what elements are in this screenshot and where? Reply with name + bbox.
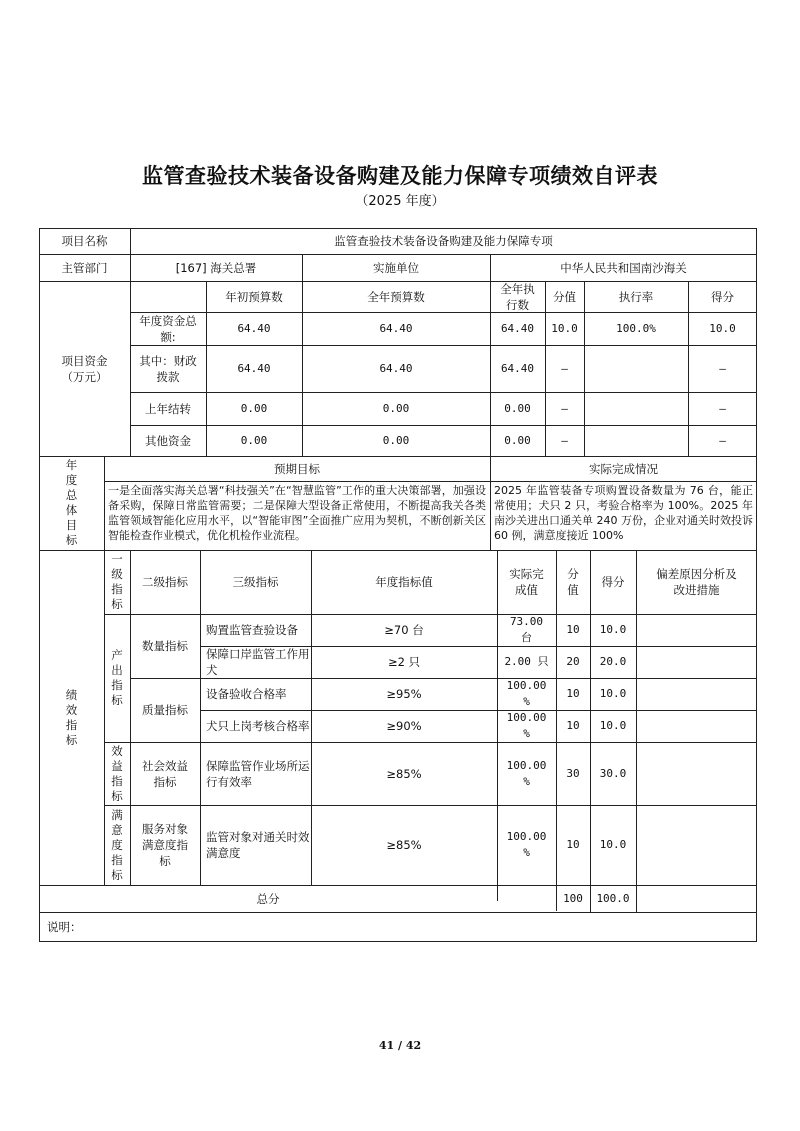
project-name-value: 监管查验技术装备设备购建及能力保障专项	[334, 234, 553, 248]
total-points: 100	[563, 891, 583, 905]
indicator-points: 10	[566, 838, 580, 851]
indicator-name: 犬只上岗考核合格率	[206, 719, 310, 733]
perf-header-analysis: 偏差原因分析及改进措施	[656, 567, 737, 597]
page-subtitle: （2025 年度）	[355, 194, 445, 209]
page-title: 监管查验技术装备设备购建及能力保障专项绩效自评表	[142, 164, 658, 188]
funds-cell-annual: 0.00	[382, 401, 410, 415]
funds-cell-points: —	[561, 433, 568, 447]
perf-header-level3: 三级指标	[232, 575, 279, 589]
perf-header-actual: 实际完成值	[509, 567, 544, 597]
indicator-name: 设备验收合格率	[206, 687, 287, 701]
indicator-target: ≥85%	[386, 838, 422, 852]
indicator-points: 10	[566, 719, 580, 732]
indicator-name: 监管对象对通关时效满意度	[206, 830, 310, 860]
level2-quality: 质量指标	[142, 703, 188, 717]
funds-cell-rate	[584, 425, 688, 456]
funds-cell-initial: 64.40	[237, 361, 271, 375]
funds-cell-executed: 0.00	[504, 433, 531, 447]
funds-header-annual: 全年预算数	[367, 289, 425, 304]
indicator-points: 10	[566, 623, 580, 636]
funds-cell-initial: 0.00	[240, 401, 268, 415]
indicator-target: ≥2 只	[387, 655, 421, 669]
indicator-actual: 100.00 %	[506, 711, 547, 740]
funds-cell-score: —	[719, 401, 726, 415]
indicator-score: 10.0	[599, 719, 627, 732]
unit-label: 实施单位	[373, 260, 419, 275]
indicator-target: ≥95%	[386, 687, 422, 701]
funds-cell-annual: 64.40	[379, 361, 413, 375]
funds-cell-executed: 0.00	[504, 401, 531, 415]
funds-row-label: 其他资金	[145, 433, 191, 448]
funds-cell-initial: 0.00	[240, 433, 268, 447]
funds-header-points: 分值	[553, 289, 576, 304]
funds-cell-points: —	[561, 401, 568, 415]
level2-service-satisfaction: 服务对象满意度指标	[142, 822, 188, 868]
actual-result-header: 实际完成情况	[589, 461, 658, 476]
funds-header-initial: 年初预算数	[225, 289, 283, 304]
funds-cell-annual: 0.00	[382, 433, 410, 447]
indicator-score: 10.0	[599, 623, 627, 636]
funds-cell-rate: 100.0%	[616, 321, 656, 335]
funds-row-label: 其中：财政拨款	[139, 353, 197, 384]
expected-goal-header: 预期目标	[274, 461, 320, 476]
page-number: 41 / 42	[378, 1039, 422, 1052]
dept-value: [167] 海关总署	[175, 260, 257, 275]
indicator-actual: 100.00 %	[506, 830, 547, 859]
indicator-score: 30.0	[599, 766, 627, 780]
indicator-name: 保障口岸监管工作用犬	[206, 647, 310, 677]
project-name-label: 项目名称	[61, 234, 108, 248]
funds-cell-executed: 64.40	[500, 361, 535, 375]
total-score: 100.0	[596, 891, 630, 905]
funds-row-label: 年度资金总额:	[139, 313, 197, 344]
funds-row-label: 上年结转	[145, 401, 191, 416]
funds-cell-initial: 64.40	[237, 321, 271, 335]
indicator-score: 10.0	[599, 687, 627, 700]
indicator-actual: 73.00 台	[509, 615, 544, 644]
note-label: 说明：	[47, 920, 82, 934]
goals-label: 年度总体目标	[65, 458, 78, 547]
dept-label: 主管部门	[61, 260, 108, 275]
indicator-actual: 100.00 %	[506, 758, 547, 788]
indicator-score: 10.0	[599, 838, 627, 851]
indicator-score: 20.0	[599, 655, 627, 668]
expected-goal-text: 一是全面落实海关总署“科技强关”在“智慧监管”工作的重大决策部署，加强设备采购，保障日常监管需要；二是保障大型设备正常使用，不断提高我关各类监管领域智能化应用水平，以“智能审图”全面推广应用为契机，不断创新关区智能检查作业模式，优化机检作业流程。	[108, 484, 486, 542]
level2-social-benefit: 社会效益指标	[142, 758, 188, 789]
unit-value: 中华人民共和国南沙海关	[560, 260, 687, 275]
funds-cell-points: 10.0	[551, 321, 578, 335]
perf-label: 绩效指标	[65, 687, 78, 747]
funds-cell-points: —	[561, 361, 568, 375]
funds-cell-annual: 64.40	[379, 321, 413, 335]
funds-label: 项目资金（万元）	[61, 353, 108, 384]
perf-header-target: 年度指标值	[375, 575, 433, 589]
indicator-name: 购置监管查验设备	[206, 623, 298, 637]
total-label: 总分	[256, 891, 280, 906]
indicator-name: 保障监管作业场所运行有效率	[206, 758, 310, 789]
indicator-target: ≥90%	[386, 719, 422, 733]
perf-header-level1: 一级指标	[111, 552, 123, 611]
funds-header-executed: 全年执行数	[500, 281, 535, 312]
funds-header-score: 得分	[711, 289, 734, 304]
level1-satisfaction: 满意度指标	[111, 807, 123, 882]
funds-cell-rate	[584, 345, 688, 392]
indicator-target: ≥70 台	[384, 623, 424, 637]
level1-benefit: 效益指标	[111, 743, 123, 803]
funds-cell-score: —	[719, 361, 726, 375]
funds-cell-score: 10.0	[709, 321, 736, 335]
perf-header-score: 得分	[601, 575, 625, 589]
perf-header-points: 分值	[567, 567, 579, 597]
indicator-points: 30	[566, 766, 580, 780]
indicator-points: 20	[566, 655, 580, 668]
indicator-actual: 100.00 %	[506, 679, 547, 708]
indicator-actual: 2.00 只	[504, 655, 549, 668]
funds-cell-rate	[584, 392, 688, 425]
funds-header-rate: 执行率	[618, 289, 654, 304]
funds-cell-executed: 64.40	[500, 321, 535, 335]
indicator-points: 10	[566, 687, 580, 700]
level2-quantity: 数量指标	[142, 639, 188, 653]
perf-header-level2: 二级指标	[142, 575, 188, 589]
funds-cell-score: —	[719, 433, 726, 447]
level1-output: 产出指标	[111, 648, 123, 707]
indicator-target: ≥85%	[386, 766, 422, 781]
actual-result-text: 2025 年监管装备专项购置设备数量为 76 台，能正常使用；犬只 2 只，考验合格率为 100%。2025 年南沙关进出口通关单 240 万份，企业对通关时效投诉 60 例，满意度接近 100%	[494, 484, 753, 542]
